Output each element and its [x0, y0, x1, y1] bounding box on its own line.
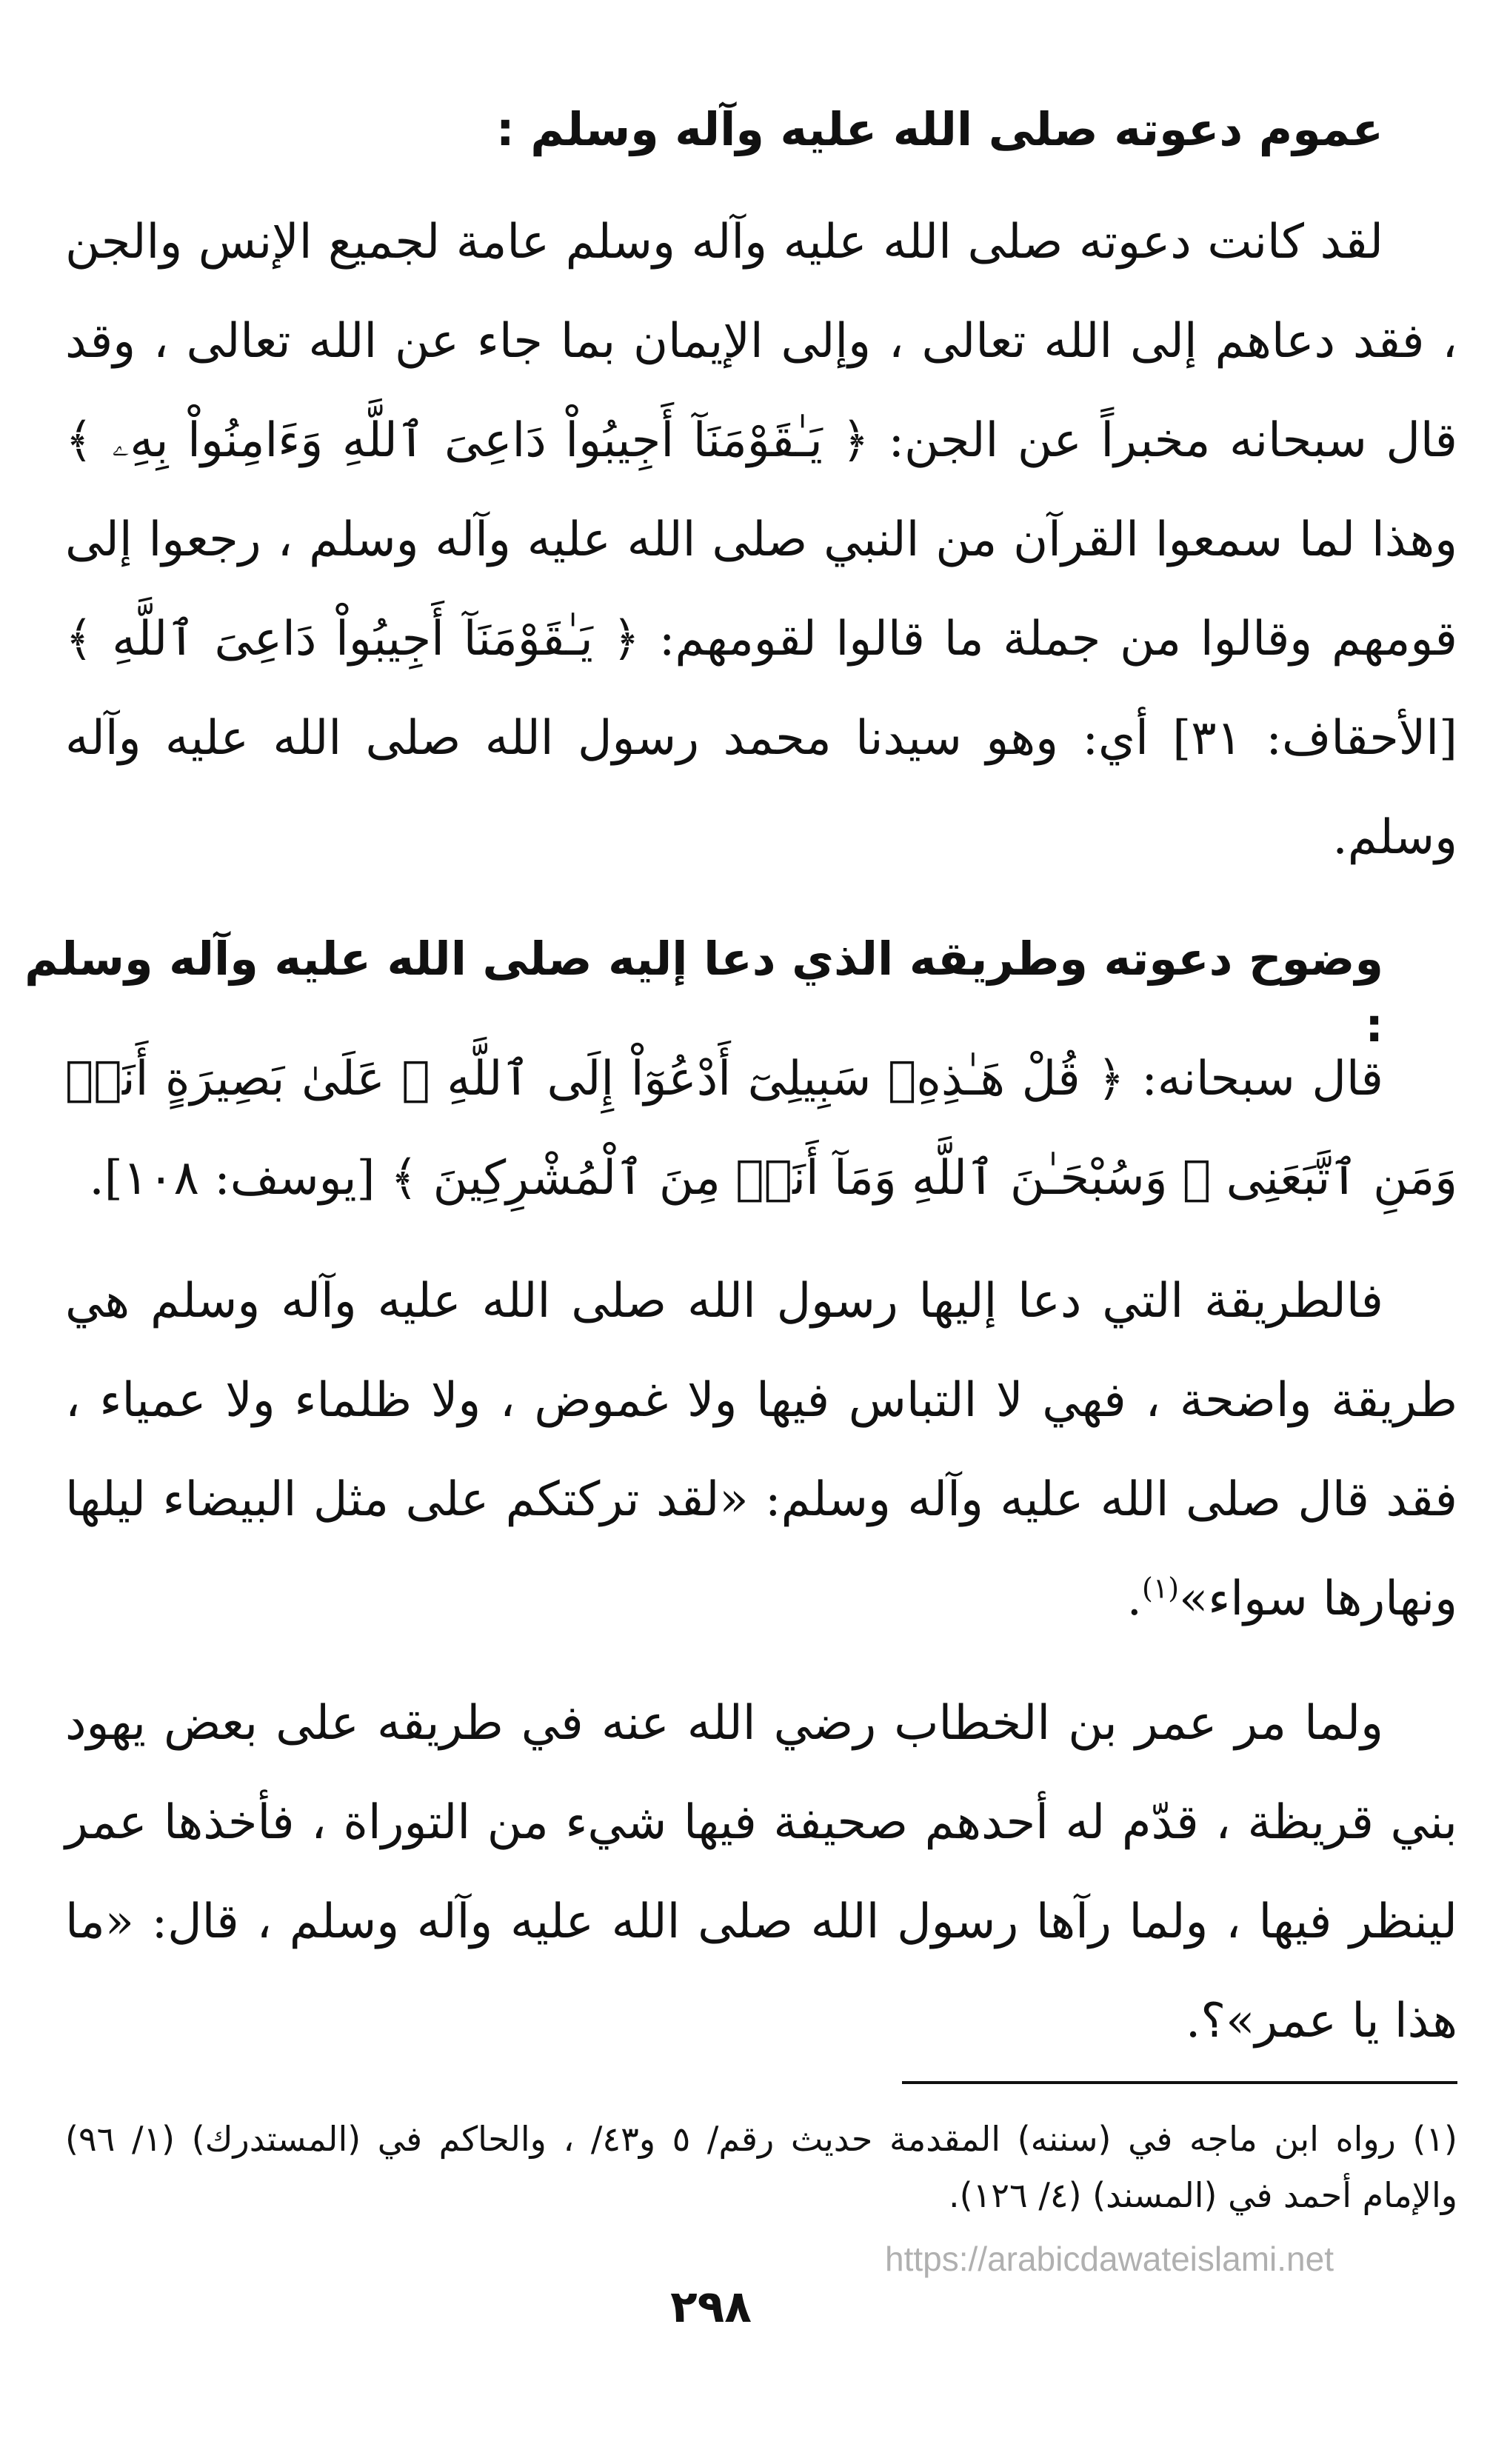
section-1-paragraph-1 [65, 193, 1457, 887]
page-number: ٢٩٨ [670, 2281, 752, 2333]
footnote-text: (١) رواه ابن ماجه في (سننه) المقدمة حديث رقم/ ٥ و٤٣/ ، والحاكم في (المستدرك) (١/ ٩٦) والإمام أحمد في (المسند) (٤/ ١٢٦). [65, 2119, 1457, 2215]
footnote-reference[interactable]: (١) [1141, 1572, 1180, 1605]
section-2-paragraph-3 [65, 1674, 1457, 2071]
section-heading-1: عموم دعوته صلى الله عليه وآله وسلم : [495, 102, 1383, 156]
page-content [24, 96, 1458, 2437]
section-heading-2: وضوح دعوته وطريقه الذي دعا إليه صلى الله عليه وآله وسلم : [24, 932, 1383, 1052]
paragraph-text: قال سبحانه: ﴿ قُلْ هَـٰذِهِۦ سَبِيلِىٓ أَدْعُوٓاْ إِلَى ٱللَّهِ ۚ عَلَىٰ بَصِيرَةٍ أَنَا۠ وَمَنِ ٱتَّبَعَنِى ۖ وَسُبْحَـٰنَ ٱللَّهِ وَمَآ أَنَا۠ مِنَ ٱلْمُشْرِكِينَ ﴾ [يوسف: ١٠٨]. [65, 1052, 1457, 1206]
paragraph-text-end: . [1126, 1572, 1142, 1626]
paragraph-text: ولما مر عمر بن الخطاب رضي الله عنه في طريقه على بعض يهود بني قريظة ، قدّم له أحدهم صحيفة فيها شيء من التوراة ، فأخذها عمر لينظر فيها ، ولما رآها رسول الله صلى الله عليه وآله وسلم ، قال: «ما هذا يا عمر»؟. [65, 1696, 1457, 2049]
footnote-separator [902, 2081, 1457, 2084]
section-2-paragraph-1 [65, 1029, 1457, 1228]
section-2-paragraph-2 [65, 1252, 1457, 1649]
paragraph-text: فالطريقة التي دعا إليها رسول الله صلى الله عليه وآله وسلم هي طريقة واضحة ، فهي لا التباس فيها ولا غموض ، ولا ظلماء ولا عمياء ، فقد قال صلى الله عليه وآله وسلم: «لقد تركتكم على مثل البيضاء ليلها ونهارها سواء» [65, 1274, 1457, 1626]
watermark-url: https://arabicdawateislami.net [885, 2240, 1334, 2278]
paragraph-text: لقد كانت دعوته صلى الله عليه وآله وسلم عامة لجميع الإنس والجن ، فقد دعاهم إلى الله تعالى ، وإلى الإيمان بما جاء عن الله تعالى ، وقد قال سبحانه مخبراً عن الجن: ﴿ يَـٰقَوْمَنَآ أَجِيبُواْ دَاعِىَ ٱللَّهِ وَءَامِنُواْ بِهِۦ ﴾ وهذا لما سمعوا القرآن من النبي صلى الله عليه وآله وسلم ، رجعوا إلى قومهم وقالوا من جملة ما قالوا لقومهم: ﴿ يَـٰقَوْمَنَآ أَجِيبُواْ دَاعِىَ ٱللَّهِ ﴾ [الأحقاف: ٣١] أي: وهو سيدنا محمد رسول الله صلى الله عليه وآله وسلم. [65, 215, 1458, 865]
